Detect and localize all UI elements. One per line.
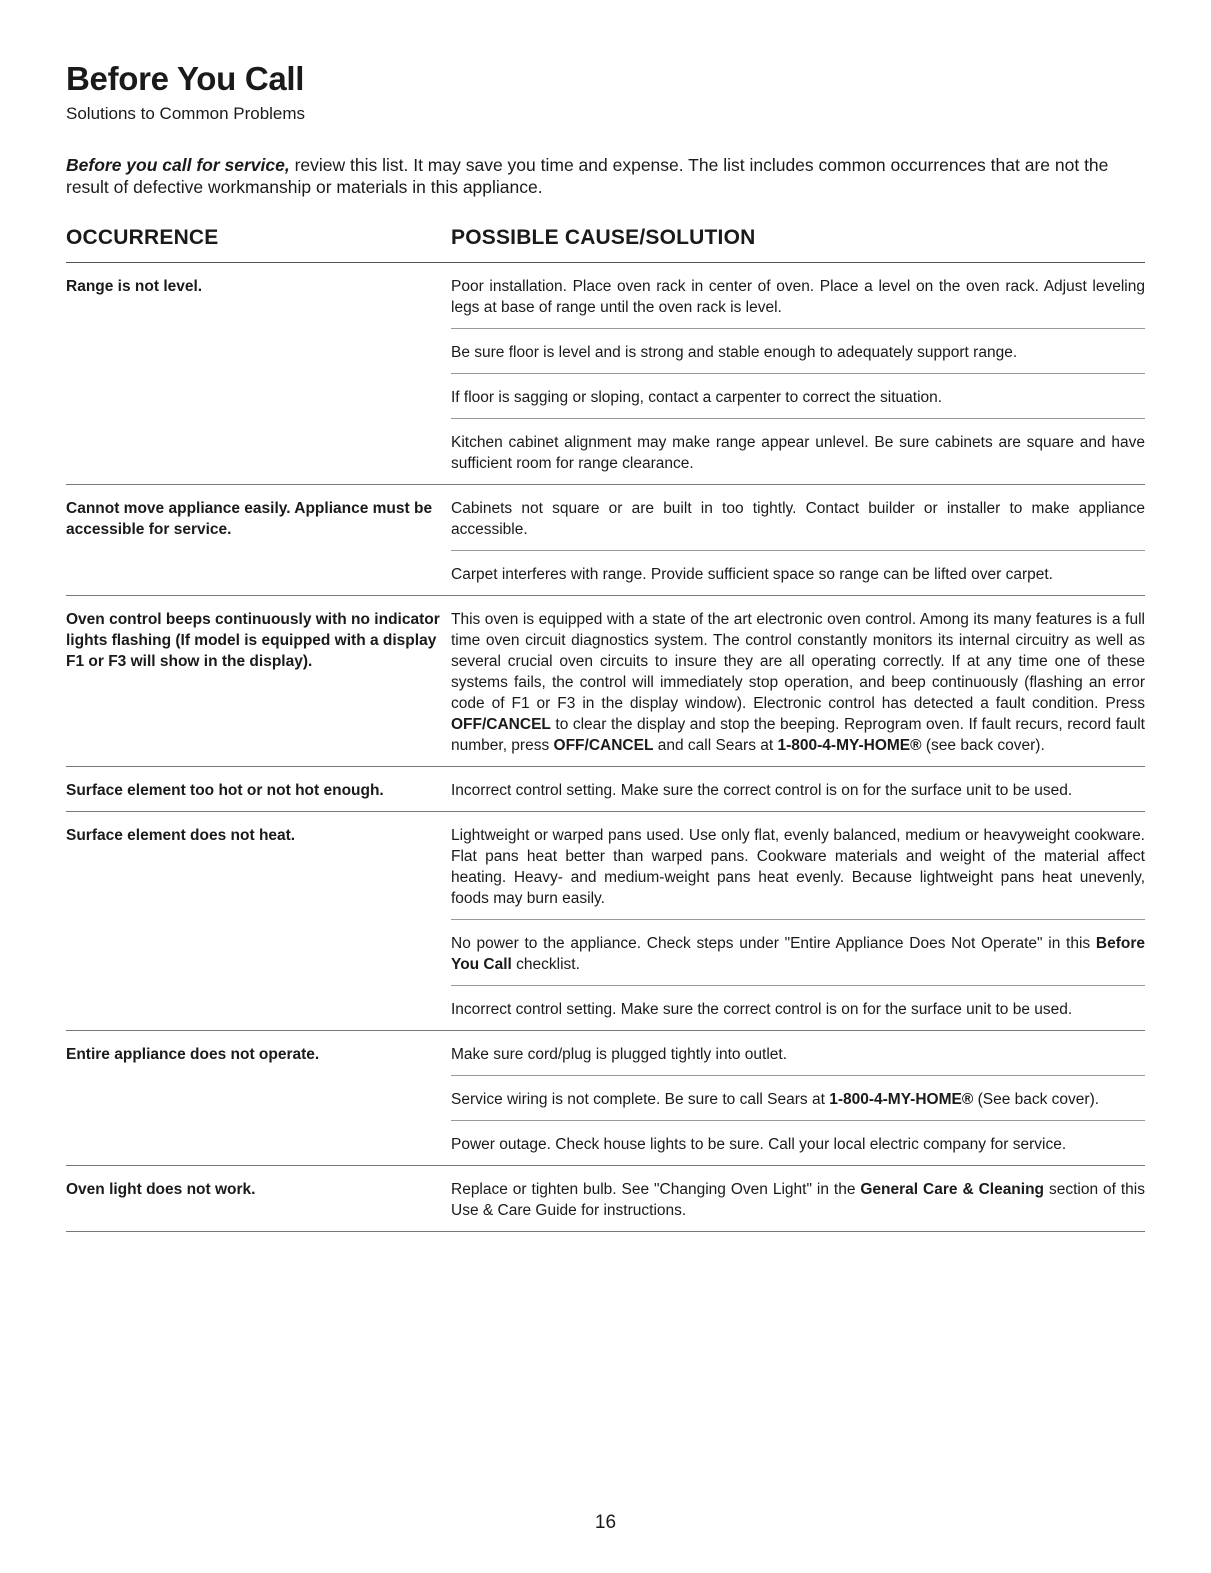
table-header bbox=[66, 226, 1145, 263]
solutions-list bbox=[451, 767, 1145, 811]
solution-item bbox=[451, 485, 1145, 550]
occurrence-text: Oven light does not work. bbox=[66, 1181, 256, 1198]
solution-emphasis: OFF/CANCEL bbox=[553, 737, 654, 754]
solutions-list bbox=[451, 263, 1145, 484]
table-row bbox=[66, 1166, 1145, 1232]
solutions-list bbox=[451, 812, 1145, 1030]
solution-text: Cabinets not square or are built in too tightly. Contact builder or installer to make appliance accessible. bbox=[451, 500, 1145, 538]
solution-text: Incorrect control setting. Make sure the correct control is on for the surface unit to be used. bbox=[451, 1001, 1073, 1018]
solution-text: Kitchen cabinet alignment may make range appear unlevel. Be sure cabinets are square and have sufficient room for range clearance. bbox=[451, 434, 1145, 472]
troubleshooting-table bbox=[66, 263, 1145, 1232]
solution-text: This oven is equipped with a state of the art electronic oven control. Among its many features is a full time oven circuit diagnostics system. The control constantly monitors its internal circuitry as well as several crucial oven circuits to insure they are all operating correctly. If at any time one of these systems fails, the control will immediately stop operation, and beep continuously (flashing an error code of F1 or F3 in the display window). Electronic control has detected a fault condition. Press bbox=[451, 611, 1145, 712]
solution-emphasis: Before You Call bbox=[451, 935, 1145, 973]
solution-emphasis: 1-800-4-MY-HOME® bbox=[829, 1091, 974, 1108]
occurrence-text: Cannot move appliance easily. Appliance must be accessible for service. bbox=[66, 500, 433, 538]
solution-item bbox=[451, 596, 1145, 766]
table-row bbox=[66, 767, 1145, 812]
table-row bbox=[66, 1031, 1145, 1166]
table-row bbox=[66, 596, 1145, 767]
solution-item bbox=[451, 263, 1145, 328]
solution-text: Service wiring is not complete. Be sure to call Sears at bbox=[451, 1091, 830, 1108]
page-number: 16 bbox=[594, 1512, 617, 1533]
solution-text: Replace or tighten bulb. See "Changing Oven Light" in the bbox=[451, 1181, 861, 1198]
solution-text: Poor installation. Place oven rack in center of oven. Place a level on the oven rack. Adjust leveling legs at base of range until the oven rack is level. bbox=[451, 278, 1145, 316]
table-row bbox=[66, 485, 1145, 596]
solution-item bbox=[451, 985, 1145, 1030]
solution-item bbox=[451, 1166, 1145, 1231]
solution-text: (See back cover). bbox=[973, 1091, 1100, 1108]
solution-emphasis: OFF/CANCEL bbox=[451, 716, 551, 733]
solution-text: and call Sears at bbox=[653, 737, 778, 754]
solution-item bbox=[451, 418, 1145, 484]
solution-emphasis: 1-800-4-MY-HOME® bbox=[777, 737, 922, 754]
solution-item bbox=[451, 1031, 1145, 1075]
solutions-list bbox=[451, 1166, 1145, 1231]
page bbox=[66, 60, 1145, 1232]
solution-text: Lightweight or warped pans used. Use only flat, evenly balanced, medium or heavyweight cookware. Flat pans heat better than warped pans. Cookware materials and weight of the material affect heating. Heavy- and medium-weight pans heat evenly. Because lightweight pans heat unevenly, foods may burn easily. bbox=[451, 827, 1145, 907]
solution-item bbox=[451, 1075, 1145, 1120]
solution-text: Be sure floor is level and is strong and stable enough to adequately support range. bbox=[451, 344, 1018, 361]
occurrence-text: Surface element does not heat. bbox=[66, 827, 296, 844]
solution-text: Power outage. Check house lights to be sure. Call your local electric company for service. bbox=[451, 1136, 1067, 1153]
solution-text: If floor is sagging or sloping, contact a carpenter to correct the situation. bbox=[451, 389, 943, 406]
solution-item bbox=[451, 767, 1145, 811]
page-subtitle: Solutions to Common Problems bbox=[66, 104, 306, 123]
solution-text: section of this Use & Care Guide for instructions. bbox=[451, 1181, 1145, 1219]
solutions-list bbox=[451, 485, 1145, 595]
occurrence-header: OCCURRENCE bbox=[66, 226, 219, 249]
solution-item bbox=[451, 1120, 1145, 1165]
table-row bbox=[66, 812, 1145, 1031]
solution-text: Carpet interferes with range. Provide sufficient space so range can be lifted over carpet. bbox=[451, 566, 1053, 583]
solution-text: checklist. bbox=[511, 956, 580, 973]
solution-text: No power to the appliance. Check steps under "Entire Appliance Does Not Operate" in this bbox=[451, 935, 1096, 952]
intro-lead: Before you call for service, bbox=[66, 155, 290, 175]
occurrence-text: Entire appliance does not operate. bbox=[66, 1046, 320, 1063]
page-title: Before You Call bbox=[66, 60, 305, 97]
solution-item bbox=[451, 328, 1145, 373]
solution-item bbox=[451, 550, 1145, 595]
solution-text: Make sure cord/plug is plugged tightly into outlet. bbox=[451, 1046, 788, 1063]
solution-text: Incorrect control setting. Make sure the correct control is on for the surface unit to be used. bbox=[451, 782, 1073, 799]
solutions-list bbox=[451, 596, 1145, 766]
solution-item bbox=[451, 373, 1145, 418]
solution-text: to clear the display and stop the beeping. Reprogram oven. If fault recurs, record fault number, press bbox=[451, 716, 1145, 754]
solution-emphasis: General Care & Cleaning bbox=[860, 1181, 1045, 1198]
occurrence-text: Range is not level. bbox=[66, 278, 203, 295]
solution-item bbox=[451, 812, 1145, 919]
solution-header: POSSIBLE CAUSE/SOLUTION bbox=[451, 226, 756, 249]
solution-item bbox=[451, 919, 1145, 985]
occurrence-text: Oven control beeps continuously with no indicator lights flashing (If model is equipped with a display F1 or F3 will show in the display). bbox=[66, 611, 440, 670]
solution-text: (see back cover). bbox=[921, 737, 1045, 754]
intro-paragraph bbox=[66, 154, 1126, 198]
intro-text: review this list. It may save you time and expense. The list includes common occurrences that are not the result of defective workmanship or materials in this appliance. bbox=[66, 155, 1109, 197]
solutions-list bbox=[451, 1031, 1145, 1165]
occurrence-text: Surface element too hot or not hot enough. bbox=[66, 782, 384, 799]
table-row bbox=[66, 263, 1145, 485]
